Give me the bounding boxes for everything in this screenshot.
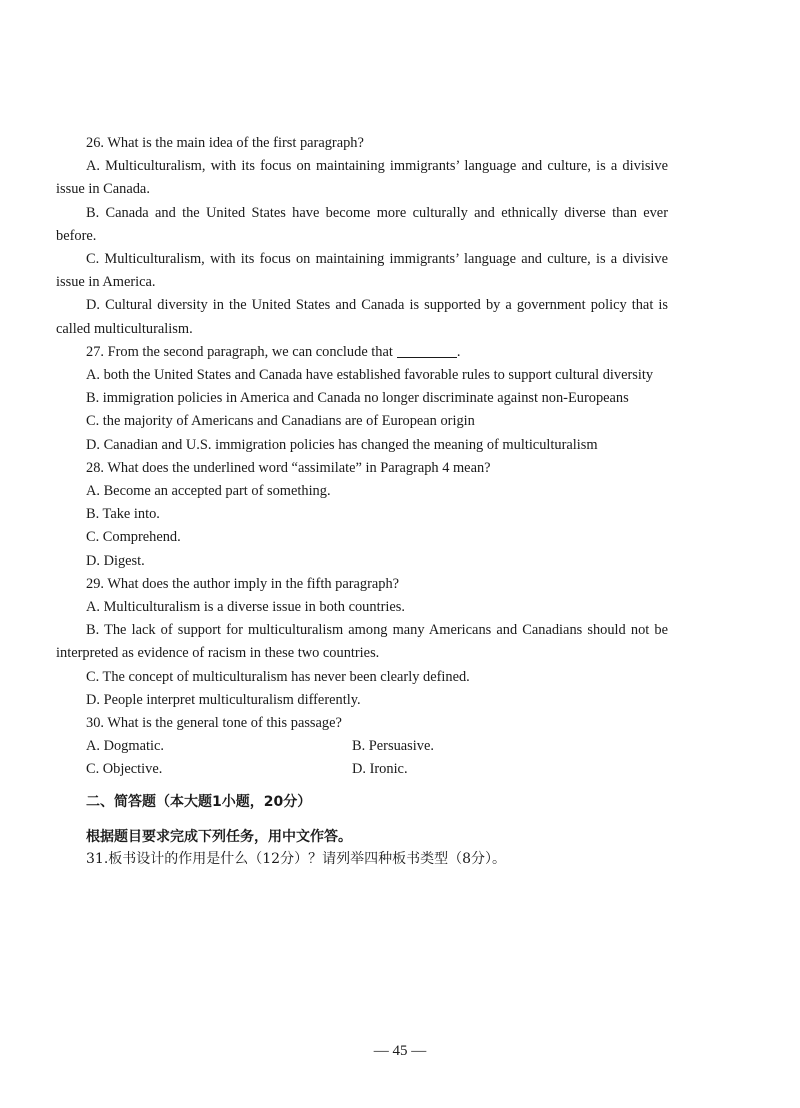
question-30-option-a: A. Dogmatic. [86, 738, 164, 755]
section-instruction: 根据题目要求完成下列任务，用中文作答。 [86, 828, 352, 845]
question-28-option-c: C. Comprehend. [86, 529, 181, 546]
question-30-options-row-1 [56, 735, 668, 758]
question-29-option-d: D. People interpret multiculturalism differently. [86, 691, 361, 708]
question-31: 31.板书设计的作用是什么（12分）？请列举四种板书类型（8分）。 [86, 850, 506, 867]
question-29-option-b: B. The lack of support for multiculturalism among many Americans and Canadians should not be interpreted as evidence of racism in these two countries. [56, 622, 668, 662]
question-29-option-a: A. Multiculturalism is a diverse issue in both countries. [86, 599, 405, 616]
answer-blank [397, 343, 457, 358]
question-26-option-c: C. Multiculturalism, with its focus on maintaining immigrants’ language and culture, is a divisive issue in America. [56, 251, 668, 291]
question-28-option-d: D. Digest. [86, 552, 145, 569]
question-26-option-b: B. Canada and the United States have become more culturally and ethnically diverse than ever before. [56, 204, 668, 244]
question-26-option-a: A. Multiculturalism, with its focus on maintaining immigrants’ language and culture, is a divisive issue in Canada. [56, 158, 668, 198]
question-27-option-a: A. both the United States and Canada have established favorable rules to support cultural diversity [86, 367, 654, 384]
question-28-option-b: B. Take into. [86, 506, 160, 523]
question-block [56, 132, 668, 870]
question-27-stem-end: . [456, 343, 461, 360]
question-26-option-d: D. Cultural diversity in the United States and Canada is supported by a government policy that is called multiculturalism. [56, 297, 668, 337]
question-28-stem: 28. What does the underlined word “assimilate” in Paragraph 4 mean? [86, 459, 491, 476]
question-30-option-c: C. Objective. [86, 761, 163, 778]
question-28-option-a: A. Become an accepted part of something. [86, 483, 331, 500]
question-27-stem [56, 341, 668, 364]
question-27-option-d: D. Canadian and U.S. immigration policies has changed the meaning of multiculturalism [86, 436, 598, 453]
question-30-options-row-2 [56, 758, 668, 781]
question-29-stem: 29. What does the author imply in the fifth paragraph? [86, 575, 400, 592]
question-27-option-c: C. the majority of Americans and Canadians are of European origin [86, 413, 475, 430]
question-30-option-b: B. Persuasive. [352, 738, 434, 755]
question-27-option-b: B. immigration policies in America and Canada no longer discriminate against non-Europeans [86, 390, 629, 407]
question-26-stem: 26. What is the main idea of the first paragraph? [86, 135, 364, 151]
page-number: — 45 — [373, 1043, 427, 1059]
section-title: 二、简答题（本大题1小题，20分） [86, 793, 312, 810]
question-27-stem-text: 27. From the second paragraph, we can conclude that [86, 343, 393, 360]
question-30-option-d: D. Ironic. [352, 761, 408, 778]
question-29-option-c: C. The concept of multiculturalism has never been clearly defined. [86, 668, 470, 685]
question-30-stem: 30. What is the general tone of this passage? [86, 715, 342, 732]
